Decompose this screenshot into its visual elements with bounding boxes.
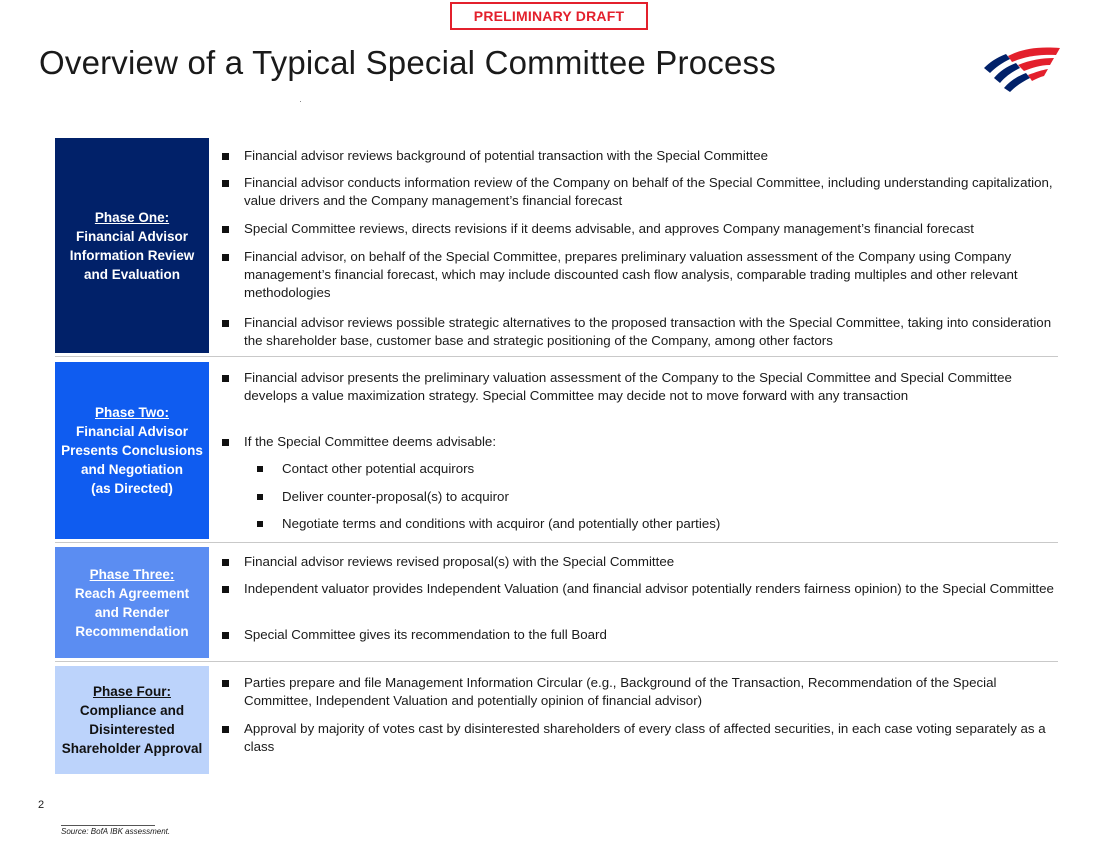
phase-three-bullet: Financial advisor reviews revised proposal(s) with the Special Committee [220, 553, 1058, 571]
square-bullet-icon [222, 254, 229, 261]
square-bullet-icon [222, 320, 229, 327]
square-bullet-icon [222, 375, 229, 382]
footnote-rule [61, 825, 155, 826]
phase-two-row [55, 362, 1058, 543]
square-bullet-icon [222, 559, 229, 566]
title-dot [300, 101, 301, 102]
phase-one-bullet: Financial advisor reviews background of potential transaction with the Special Committee [220, 147, 1058, 165]
phase-four-label [55, 666, 209, 774]
square-bullet-icon [222, 439, 229, 446]
phase-one-heading: Phase One: [94, 209, 170, 225]
phase-one-bullet: Financial advisor conducts information review of the Company on behalf of the Special Committee, including understanding capitalization, value drivers and the Company management’s financial forecast [220, 174, 1058, 210]
square-bullet-icon [222, 632, 229, 639]
phase-three-heading: Phase Three: [89, 566, 175, 582]
source-note: Source: BofA IBK assessment. [61, 827, 171, 836]
square-bullet-icon [222, 226, 229, 233]
square-bullet-icon [257, 521, 263, 527]
phase-three-bullet: Special Committee gives its recommendation to the full Board [220, 626, 1058, 644]
logo-blue-stripes [984, 54, 1030, 92]
page-number: 2 [38, 799, 45, 811]
square-bullet-icon [222, 586, 229, 593]
phase-three-label [55, 547, 209, 658]
phase-three-description: Reach Agreement and Render Recommendation [74, 585, 190, 639]
phase-two-sub-bullet: Negotiate terms and conditions with acquiror (and potentially other parties) [220, 515, 1058, 533]
phase-one-label [55, 138, 209, 353]
phase-one-bullet: Financial advisor, on behalf of the Special Committee, prepares preliminary valuation assessment of the Company using Company management’s financial forecast, which may include discounted cash flow analysis, comparable trading multiples and other relevant methodologies [220, 248, 1058, 302]
phase-two-description: Financial Advisor Presents Conclusions and Negotiation (as Directed) [61, 424, 203, 496]
phase-one-description: Financial Advisor Information Review and Evaluation [69, 228, 195, 282]
phase-four-description: Compliance and Disinterested Shareholder Approval [61, 703, 203, 756]
phase-two-sub-bullet: Deliver counter-proposal(s) to acquiror [220, 488, 1058, 506]
phase-two-heading: Phase Two: [94, 405, 169, 420]
phase-four-heading: Phase Four: [92, 684, 171, 699]
square-bullet-icon [222, 153, 229, 160]
square-bullet-icon [257, 494, 263, 500]
phase-four-row [55, 666, 1058, 774]
phase-two-label [55, 362, 209, 539]
square-bullet-icon [222, 726, 229, 733]
phase-four-bullet: Parties prepare and file Management Information Circular (e.g., Background of the Transaction, Recommendation of the Special Committee, Independent Valuation and potentially opinion of financial advisor) [220, 674, 1058, 710]
phase-three-bullet: Independent valuator provides Independent Valuation (and financial advisor potentially renders fairness opinion) to the Special Committee [220, 580, 1058, 598]
phase-two-bullet: If the Special Committee deems advisable: [220, 433, 1058, 451]
square-bullet-icon [257, 466, 263, 472]
phase-four-bullet: Approval by majority of votes cast by disinterested shareholders of every class of affected securities, in each case voting separately as a class [220, 720, 1058, 756]
phase-one-bullet: Financial advisor reviews possible strategic alternatives to the proposed transaction with the Special Committee, taking into consideration the shareholder base, customer base and strategic positioning of the Company, among other factors [220, 314, 1058, 350]
phase-one-row [55, 138, 1058, 357]
phase-three-row [55, 547, 1058, 662]
bank-flag-logo-icon [982, 46, 1062, 92]
page-title: Overview of a Typical Special Committee Process [39, 44, 776, 81]
preliminary-draft-badge: PRELIMINARY DRAFT [450, 2, 648, 30]
phase-two-sub-bullet: Contact other potential acquirors [220, 460, 1058, 478]
phase-one-bullet: Special Committee reviews, directs revisions if it deems advisable, and approves Company management’s financial forecast [220, 220, 1058, 238]
phase-two-bullet: Financial advisor presents the preliminary valuation assessment of the Company to the Special Committee and Special Committee develops a value maximization strategy. Special Committee may decide not to move forward with any transaction [220, 369, 1058, 405]
square-bullet-icon [222, 680, 229, 687]
square-bullet-icon [222, 180, 229, 187]
